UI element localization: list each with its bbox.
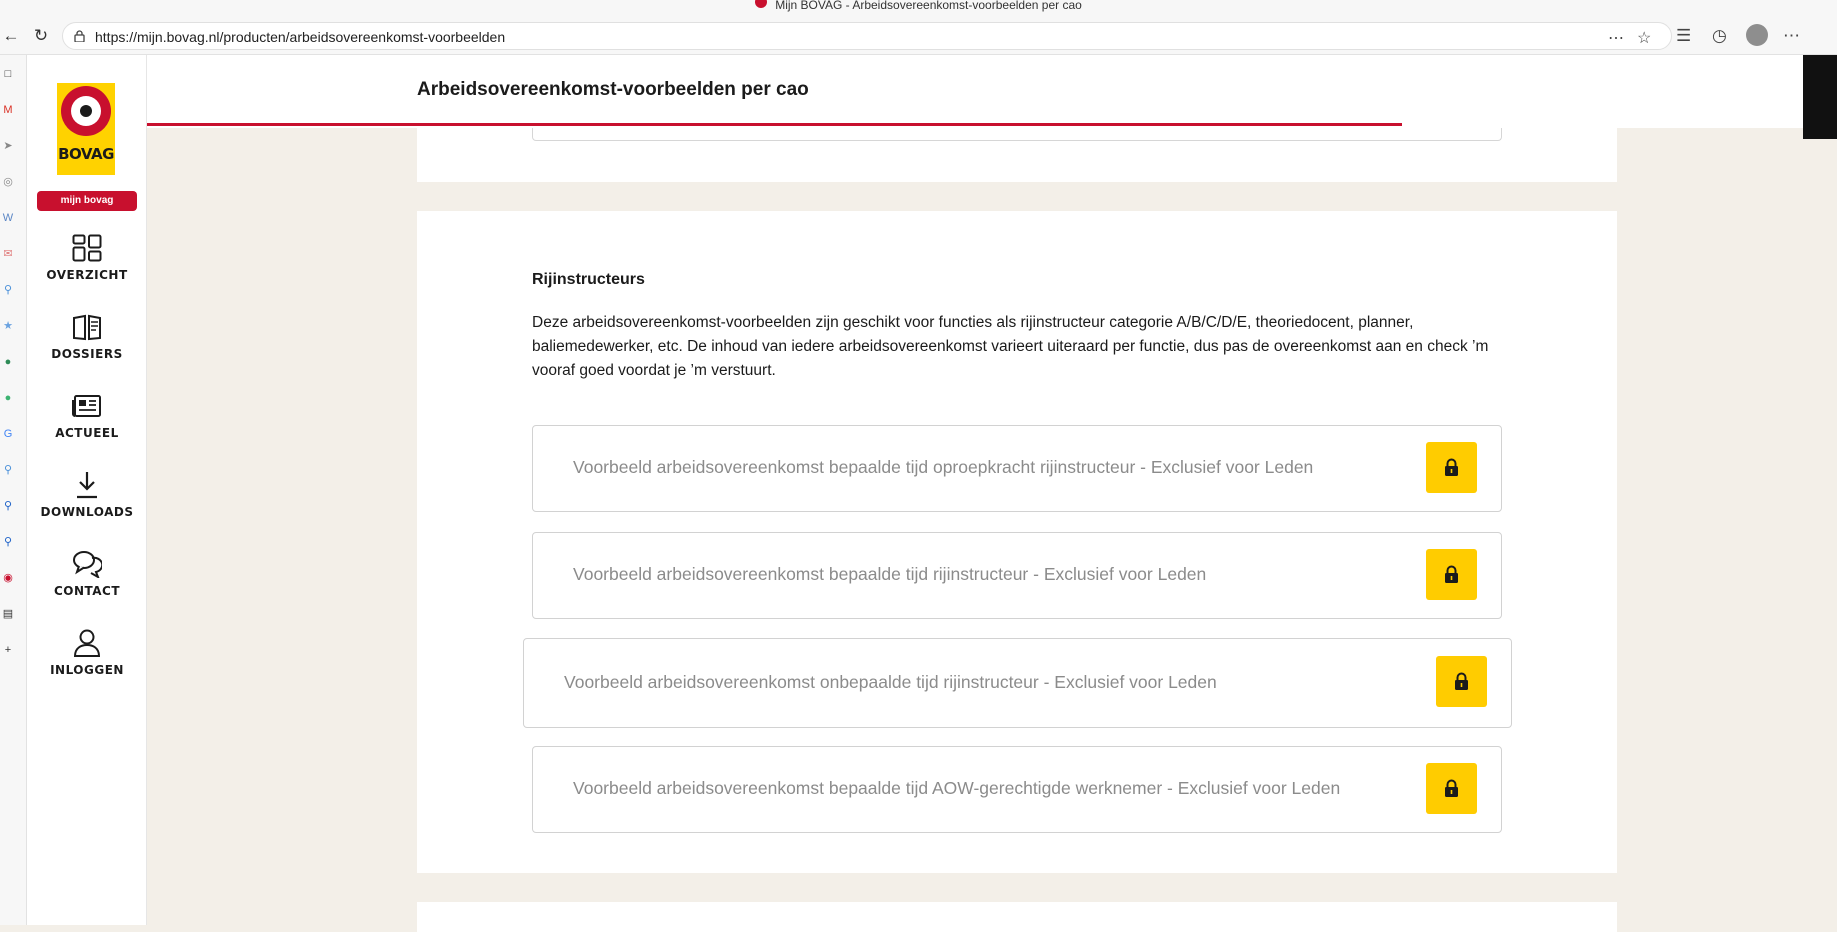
google-tab-icon[interactable]: G (3, 428, 13, 440)
nav-downloads[interactable] (27, 471, 147, 537)
nav-label: ACTUEEL (55, 426, 119, 440)
search-tab-icon-4[interactable]: ⚲ (3, 536, 13, 548)
nav-label: OVERZICHT (46, 268, 128, 282)
bovag-logo[interactable] (57, 83, 115, 175)
wordpress-tab-icon[interactable]: W (2, 212, 14, 224)
next-section-card (417, 902, 1617, 932)
user-icon (72, 629, 102, 657)
chat-icon (72, 550, 102, 578)
lock-icon (1444, 565, 1459, 584)
nav-contact[interactable] (27, 550, 147, 616)
url-text: https://mijn.bovag.nl/producten/arbeidsovereenkomst-voorbeelden (95, 29, 506, 45)
send-tab-icon[interactable]: ➤ (3, 140, 13, 152)
nav-label: DOWNLOADS (40, 505, 134, 519)
bovag-tab-icon[interactable]: ◉ (3, 572, 13, 584)
site-favicon-icon (755, 0, 767, 8)
globe-tab-icon[interactable]: ◎ (3, 176, 13, 188)
gmail-tab-icon[interactable]: M (3, 104, 13, 116)
nav-label: DOSSIERS (51, 347, 123, 361)
newspaper-icon (72, 392, 102, 420)
reader-mode-icon[interactable]: ⋯ (1608, 30, 1624, 47)
logo-wordmark: BOVAG (58, 145, 114, 163)
search-tab-icon[interactable]: ⚲ (3, 284, 13, 296)
header-red-divider (147, 123, 1402, 126)
nav-label: CONTACT (53, 584, 121, 598)
mail-tab-icon[interactable]: ✉ (3, 248, 13, 260)
document-row-hovered[interactable] (523, 638, 1512, 728)
back-arrow-icon[interactable]: ← (2, 26, 20, 45)
previous-section-card (417, 128, 1617, 182)
document-label: Voorbeeld arbeidsovereenkomst bepaalde tijd AOW-gerechtigde werknemer - Exclusief voor Leden (573, 778, 1341, 798)
site-sidebar (27, 55, 147, 925)
previous-document-row (532, 128, 1502, 141)
profile-avatar[interactable] (1746, 24, 1768, 46)
side-panel-toggle[interactable] (1803, 55, 1837, 139)
document-label: Voorbeeld arbeidsovereenkomst onbepaalde tijd rijinstructeur - Exclusief voor Leden (564, 672, 1217, 692)
browser-vertical-tabs (0, 55, 27, 925)
nav-dossiers[interactable] (27, 313, 147, 379)
nav-inloggen[interactable] (27, 629, 147, 695)
search-tab-icon-2[interactable]: ⚲ (3, 464, 13, 476)
address-bar[interactable] (62, 22, 1672, 50)
document-label: Voorbeeld arbeidsovereenkomst bepaalde tijd oproepkracht rijinstructeur - Exclusief voor Leden (573, 457, 1314, 477)
lock-icon (1444, 458, 1459, 477)
page-title: Arbeidsovereenkomst-voorbeelden per cao (417, 79, 809, 100)
section-title: Rijinstructeurs (532, 271, 645, 288)
browser-title-bar (0, 0, 1837, 16)
refresh-icon[interactable]: ↻ (33, 26, 49, 45)
favorite-star-icon[interactable]: ☆ (1637, 30, 1652, 47)
dashboard-icon (72, 234, 102, 262)
star-tab-icon[interactable]: ★ (3, 320, 13, 332)
search-tab-icon-3[interactable]: ⚲ (3, 500, 13, 512)
history-icon[interactable]: ◷ (1712, 26, 1727, 45)
page-header (147, 55, 1837, 128)
download-icon (72, 471, 102, 499)
leaf-tab-icon[interactable]: ● (4, 356, 12, 368)
document-row[interactable] (532, 425, 1502, 512)
book-icon (72, 313, 102, 341)
tab-actions-icon[interactable]: □ (4, 68, 12, 80)
favorites-list-icon[interactable]: ☰ (1676, 26, 1692, 45)
document-row[interactable] (532, 746, 1502, 833)
browser-tab-title: Mijn BOVAG - Arbeidsovereenkomst-voorbeelden per cao (775, 0, 1082, 13)
lock-button[interactable] (1426, 549, 1477, 600)
nav-actueel[interactable] (27, 392, 147, 458)
lock-button[interactable] (1436, 656, 1487, 707)
new-tab-plus-icon[interactable]: + (4, 644, 12, 656)
lock-button[interactable] (1426, 442, 1477, 493)
document-row[interactable] (532, 532, 1502, 619)
more-options-icon[interactable]: ⋯ (1783, 26, 1800, 45)
document-label: Voorbeeld arbeidsovereenkomst bepaalde tijd rijinstructeur - Exclusief voor Leden (573, 564, 1207, 584)
section-card-rijinstructeurs (417, 211, 1617, 873)
lock-button[interactable] (1426, 763, 1477, 814)
lock-icon (1444, 779, 1459, 798)
nav-label: INLOGGEN (50, 663, 124, 677)
section-description: Deze arbeidsovereenkomst-voorbeelden zijn geschikt voor functies als rijinstructeur categorie A/B/C/D/E, theoriedocent, planner, baliemedewerker, etc. De inhoud van iedere arbeidsovereenkomst varieert uiteraard per functie, dus pas de overeenkomst aan en check ’m vooraf goed voordat je ’m verstuurt. (532, 314, 1489, 379)
window-tab-icon[interactable]: ▤ (2, 608, 14, 620)
browser-toolbar (0, 16, 1837, 55)
mijn-bovag-button[interactable]: mijn bovag (37, 191, 137, 211)
leaf-tab-icon-2[interactable]: ● (4, 392, 12, 404)
logo-dot (80, 105, 92, 117)
nav-overzicht[interactable] (27, 234, 147, 300)
secure-lock-icon (74, 30, 85, 42)
lock-icon (1454, 672, 1469, 691)
